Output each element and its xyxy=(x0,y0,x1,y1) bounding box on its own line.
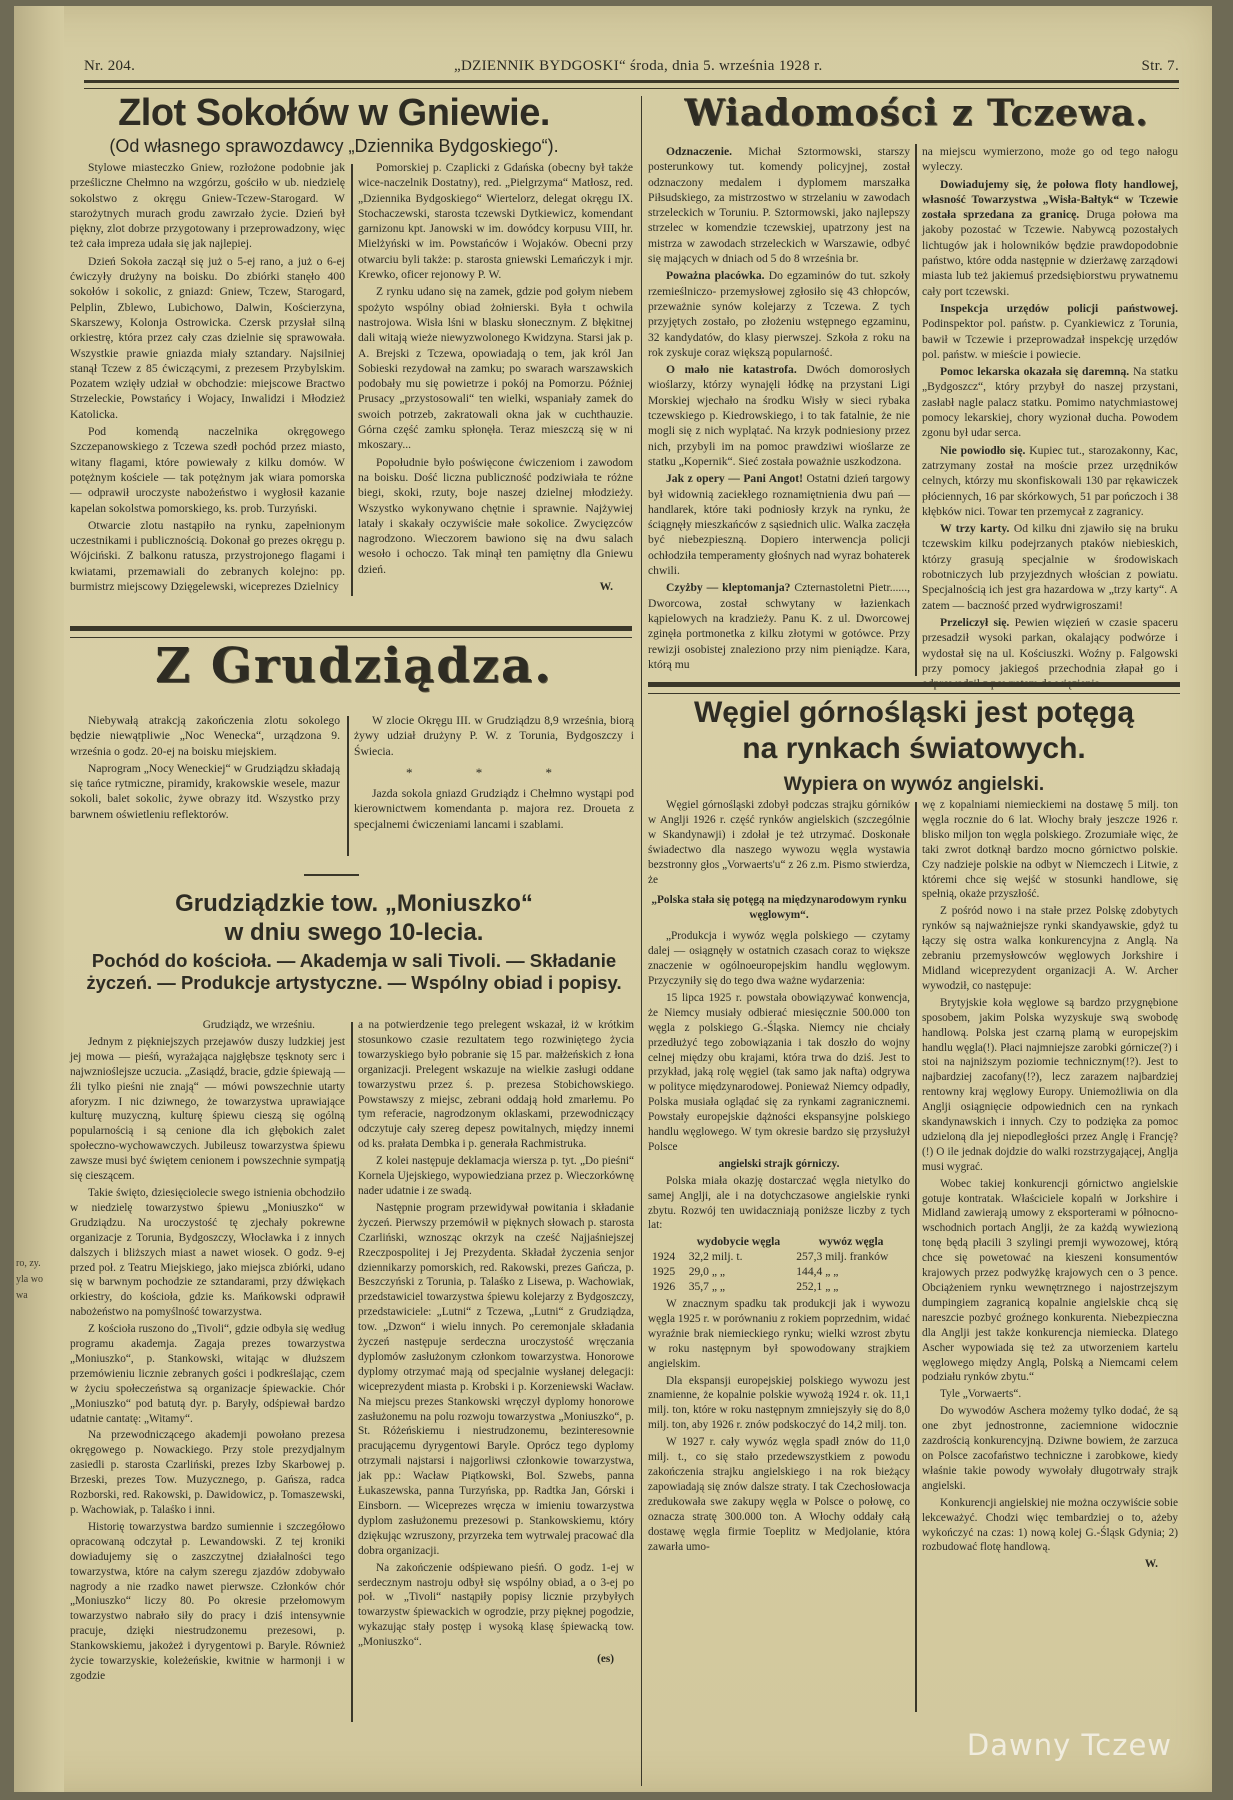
column-divider xyxy=(915,802,917,1712)
table-header xyxy=(648,1235,685,1250)
news-lead: Dowiadujemy się, że połowa floty handlowej, własność Towarzystwa „Wisła-Bałtyk“ w Tczewie została sprzedana za granicę. xyxy=(922,177,1178,222)
news-lead: Czyżby — kleptomanja? xyxy=(666,581,791,595)
coal-subhead: Wypiera on wywóz angielski. xyxy=(783,774,1045,795)
grudziadz-column-1 xyxy=(70,713,340,822)
paragraph: W znacznym spadku tak produkcji jak i wywozu węgla 1925 r. w porównaniu z rokiem poprzednim, widać wyraźnie brak niemieckiego rynku; wielki wzrost zbytu w roku następnym był spowodowany strajkiem angielskim. xyxy=(648,1298,910,1370)
paragraph: Z rynku udano się na zamek, gdzie pod gołym niebem spożyto wspólny obiad żołnierski. Była t ochwila nastrojowa. Wisła lśni w blasku słonecznym. Z błękitnej dali witają wieże niewyzwolonego Kwidzyna. Starsi jak p. A. Brejski z Tczewa, opowiadają o tem, jak król Jan Sobieski rezydował na zamku; po swarach warszawskich podobały mu się powietrze i pokój na Pomorzu. Później Prusacy „przystosowali“ ten wielki, wspaniały zamek do swoich potrzeb, zakratowali okna jak w cuchthauzie. Górna część zamku spłonęła. Teraz mieszczą się w ni mkoszary... xyxy=(358,285,633,452)
news-item xyxy=(922,521,1178,613)
table-cell: 1924 xyxy=(652,1250,676,1264)
coal-statistics-table xyxy=(648,1235,910,1295)
news-text: Do egzaminów do tut. szkoły rzemieślniczo- przemysłowej zgłosiło się 43 chłopców, przeważnie synów kolejarzy z Tczewa. Z tych przyjętych zostało, po złożeniu wstępnego egzaminu, 32 kandydatów, do klasy pierwszej. Szkoła z roku na rok zyskuje coraz większą popularność. xyxy=(648,269,911,359)
paragraph: Węgiel górnośląski zdobył podczas strajku górników w Anglji 1926 r. część rynków angielskich (szczególnie w Skandynawji) i zdołał je też utrzymać. Doskonałe świadectwo dla naszego wywozu węgla wystawia bezstronny głos „Vorwaerts'u“ z 26 z.m. Pismo stwierdza, że xyxy=(648,799,910,886)
paragraph: Jazda sokola gniazd Grudziądz i Chełmno wystąpi pod kierownictwem komendanta p. majora rez. Droueta z specjalnemi ćwiczeniami lancami i szablami. xyxy=(354,787,634,831)
paragraph: wę z kopalniami niemieckiemi na dostawę 5 milj. ton węgla rocznie do 6 lat. Włochy brały jeszcze 1926 r. blisko miljon ton węgla polskiego. Zrozumiałe więc, że taki zwrot dotknął bardzo mocno górnictwo polskie. Czy nadzieje polskie na odbyt w Niemczech i Litwie, z któremi chce się wejść w stosunki handlowe, się spełnią, okaże przyszłość. xyxy=(922,799,1178,901)
page-center-divider xyxy=(641,96,642,1786)
gniew-headline: Zlot Sokołów w Gniewie. xyxy=(118,92,550,134)
news-item xyxy=(922,144,1178,175)
moniuszko-column-2 xyxy=(358,1018,634,1667)
paragraph: Pomorskiej p. Czaplicki z Gdańska (obecny był także wice-naczelnik Dostatny), red. „Pielgrzyma“ Matłosz, red. „Dziennika Bydgoskiego“ Wiertelorz, delegat okręgu IX. Stochaczewski, starosta tczewski Dytkiewicz, komendant garnizonu kpt. Janowski w im. dowódcy korpusu VIII, hr. Mielżyński w im. Powstańców i Wojaków. Obecni przy otwarciu byli także: p. starosta gniewski Lemańczyk i mjr. Krewko, oficer rejonowy P. W. xyxy=(358,161,633,282)
table-row xyxy=(648,1280,910,1295)
table-cell: 252,1 „ „ xyxy=(796,1280,839,1294)
news-item xyxy=(648,580,910,672)
news-text: Dwóch domorosłych wioślarzy, którzy wynajęli łódkę na przystani Ligi Morskiej wjechało na środku Wisły w sieci rybaka tczewskiego p. Kiedrowskiego, i to tak fatalnie, że nie mogli się z nich wyplątać. Na krzyk podniesiony przez nich, przybyli im na pomoc prawdziwi wioślarze ze statku „Kopernik“. Sieć została poważnie uszkodzona. xyxy=(648,363,910,468)
paragraph: Niebywałą atrakcją zakończenia zlotu sokolego będzie niewątpliwie „Noc Wenecka“, urządzona 9. września o godz. 20-ej na boisku miejskiem. xyxy=(70,714,340,758)
coal-headline-1: Węgiel górnośląski jest potęgą xyxy=(693,696,1135,729)
moniuszko-signature: (es) xyxy=(597,1653,614,1666)
paragraph: Brytyjskie koła węglowe są bardzo przygnębione sposobem, jakim Polska wyzyskuje swą swobodę handlową. Polska jest czarną plamą w europejskim handlu węgla(!). Płaci najmniejsze zarobki górnicze(?) i stoi na najniższym poziomie technicznym(!?). Jest to najbardziej zacofany(!?), lecz zarazem najbardziej rentowny kraj węglowy Europy. Uniemożliwia on dla Anglji osiągnięcie odpowiednich cen na rynkach skandynawskich i innych. Czy to podzięka za pomoc udzieloną dla jej niepodległości przez Anglę i Francję?(!) O ile jednak dojdzie do walki rozstrzygającej, Anglja musi wygrać. xyxy=(922,996,1178,1173)
paragraph: „Produkcja i wywóz węgla polskiego — czytamy dalej — osiągnęły w ostatnich czasach coraz to większe znaczenie w ogólnoeuropejskim handlu węglowym. Przyczyniły się do tego dwa ważne wydarzenia: xyxy=(648,930,910,987)
news-item xyxy=(648,268,910,360)
paragraph: Stylowe miasteczko Gniew, rozłożone podobnie jak prześliczne Chełmno na wzgórzu, gościło w ub. niedzielę sokolstwo z okręgu Gniew-Tczew-Starogard. W starożytnych murach grodu zawrzało życie. Dzień był piękny, zlot dobrze przygotowany i przeprowadzony, więc też cała impreza udała się jak najlepiej. xyxy=(70,161,345,251)
news-lead: Nie powiodło się. xyxy=(940,443,1026,457)
tczew-column-1 xyxy=(648,144,910,672)
moniuszko-subhead: Pochód do kościoła. — Akademja w sali Tivoli. — Składanie życzeń. — Produkcje artystyczne. — Wspólny obiad i popisy. xyxy=(86,950,622,993)
moniuszko-column-1 xyxy=(70,1018,345,1684)
moniuszko-headline-2: w dniu swego 10-lecia. xyxy=(224,919,484,946)
news-item xyxy=(922,443,1178,519)
paragraph: Polska miała okazję dostarczać węgla nietylko do samej Anglji, ale i na dotychczasowe angielskie rynki zbytu. Rozwój ten uwidaczniają poniższe liczby z tych lat: xyxy=(648,1174,910,1232)
newspaper-page xyxy=(14,6,1212,1792)
paragraph: W zlocie Okręgu III. w Grudziądzu 8,9 września, biorą żywy udział drużyny P. W. z Torunia, Bydgoszczy i Świecia. xyxy=(354,714,634,758)
paragraph: Dla ekspansji europejskiej polskiego wywozu jest znamienne, że kopalnie polskie wywożą 1924 r. ok. 11,1 milj. ton, które w roku następnym zmniejszyły się do 8,0 milj. ton, aby 1926 r. znów podskoczyć do 14,2 milj. ton. xyxy=(648,1374,910,1432)
table-row xyxy=(648,1250,910,1265)
section-rule xyxy=(648,682,1180,694)
news-lead: W trzy karty. xyxy=(940,522,1010,536)
news-text: Od kilku dni zjawiło się na bruku tczewskim kilku podejrzanych ptaków niebieskich, którzy grasują specjalnie w środowiskach robotniczych lub przyjezdnych włościan z powiatu. Specjalnością ich jest gra hazardowa w „trzy karty“. A zatem — baczność przed wydrwigroszami! xyxy=(922,522,1179,612)
page-spine xyxy=(14,6,64,1792)
news-text: Czternastoletni Pietr......, Dworcowa, został schwytany w łazienkach kąpielowych na kradzieży. Panu K. z ul. Dworcowej zginęła portmonetka z kilku złotymi w gotówce. Przy rewizji osobistej znaleziono przy nim pieniądze. Kara, którą mu xyxy=(648,581,910,671)
news-item xyxy=(922,615,1178,691)
coal-column-1 xyxy=(648,798,910,1554)
grudziadz-column-2 xyxy=(354,713,634,832)
column-divider xyxy=(351,1022,353,1722)
news-lead: Przeliczył się. xyxy=(940,615,1010,629)
news-item xyxy=(648,362,910,469)
paragraph: Z kolei następuje deklamacja wiersza p. tyt. „Do pieśni“ Kornela Ujejskiego, wypowiedziana przez p. Wieczorkównę nader udatnie i ze swadą. xyxy=(358,1155,634,1197)
moniuszko-headline-1: Grudziądzkie tow. „Moniuszko“ xyxy=(175,890,533,917)
paragraph: Na przewodniczącego akademji powołano prezesa okręgowego p. Nowackiego. Przy stole prezydjalnym zasiedli p. starosta Czarliński, prezes Izby Skarbowej p. Brzeski, prezes Tow. Muzycznego, p. Gańsza, radca Rozborski, red. Rakowski, p. Dawidowicz, p. Tomaszewski, p. Wachowiak, p. Talaśko i inni. xyxy=(70,1429,345,1516)
table-cell: 32,2 milj. t. xyxy=(688,1250,743,1264)
table-cell: 144,4 „ „ xyxy=(796,1265,839,1279)
news-item xyxy=(922,301,1178,362)
column-divider xyxy=(351,164,353,596)
paragraph: a na potwierdzenie tego prelegent wskazał, iż w krótkim stosunkowo czasie rezultatem tego rozwiniętego życia towarzyskiego było pobranie się 15 par. małżeńskich z łona organizacji. Prelegent wskazuje na wielkie zasługi oddane towarzystwu przez ś. p. prezesa Stobichowskiego. Powstawszy z miejsc, zebrani oddają hołd zmarłemu. Po tym referacie, nagrodzonym oklaskami, przewodniczący odczytuje cały szereg depesz powitalnych, między innemi od ks. prałata Dembka i p. generała Rachmistruka. xyxy=(358,1019,634,1151)
news-lead: Odznaczenie. xyxy=(666,145,733,158)
table-cell: 1926 xyxy=(652,1280,676,1294)
spine-text-fragment: ro, zy. yla wo wa xyxy=(16,1258,43,1301)
paragraph: Pod komendą naczelnika okręgowego Szczepanowskiego z Tczewa szedł pochód przez miasto, witany flagami, które powiewały z kilku domów. W potężnym kościele — tak potężnym jak wiara pomorska — odprawił uroczyste nabożeństwo i wygłosił kazanie kapelan sokolstwa pomorskiego, ks. prob. Turzyński. xyxy=(70,425,345,515)
masthead-title: „DZIENNIK BYDGOSKI“ środa, dnia 5. września 1928 r. xyxy=(454,58,823,74)
news-text: na miejscu wymierzono, może go od tego nałogu wyleczy. xyxy=(922,145,1178,174)
news-lead: Pomoc lekarska okazała się daremną. xyxy=(940,365,1130,379)
news-item xyxy=(922,364,1178,440)
table-cell: 29,0 „ „ xyxy=(688,1265,726,1279)
news-lead: Poważna placówka. xyxy=(666,269,765,283)
masthead-rule xyxy=(84,80,1179,89)
grudziadz-headline: Z Grudziądza. xyxy=(155,638,553,694)
column-divider xyxy=(347,716,349,856)
news-text: Druga połowa ma jakoby pozostać w Tczewie. Nabywcą pozostałych lichtugów jak i holowników będzie prawdopodobnie państwo, które odda następnie w dzierżawę zarządowi miasta lub też jakiemuś przedsiębiorstwu prywatnemu cały port tczewski. xyxy=(922,208,1178,298)
news-item xyxy=(648,471,910,578)
paragraph: Wobec takiej konkurencji górnictwo angielskie gotuje kontratak. Właściciele kopalń w Jorkshire i Midland zawierają umowy z eksporterami w północno-wschodnich portach Anglji, że za każdą wywiezioną tonę będą płacili 3 szylingi premji wywozowej, którą chce się powetować na kieszeni konsumentów krajowych przez podwyżkę krajowych cen o 3 pence. Obciążeniem rynku wewnętrznego i najostrzejszym dumpingiem zagranicą kopalnie angielskie chcą się nareszcie pozbyć groźnego konkurenta. Niebezpieczna dla Anglji jest także konkurencja niemiecka. Dlatego Ascher wypowiada się też za utworzeniem kartelu węglowego między Anglą, Polską a Niemcami celem podziału rynków zbytu.“ xyxy=(922,1177,1178,1384)
news-lead: O mało nie katastrofa. xyxy=(666,363,797,377)
news-lead: Jak z opery — Pani Angot! xyxy=(666,472,803,486)
coal-column-2 xyxy=(922,798,1178,1572)
news-text: Na statku „Bydgoszcz“, który przybył do naszej przystani, zasłabł nagle palacz statku. Pomimo natychmiastowej pomocy lekarskiej, chory wyzionał ducha. Powodem zgonu był udar serca. xyxy=(922,365,1178,440)
news-lead: Inspekcja urzędów policji państwowej. xyxy=(940,301,1178,315)
paragraph: Na zakończenie odśpiewano pieśń. O godz. 1-ej w serdecznym nastroju odbył się wspólny obiad, a o 3-ej po poł. w „Tivoli“ nastąpiły popisy licznie przybyłych towarzystw śpiewackich w ogrodzie, przy pięknej pogodzie, wykazując stały postęp i wysoką klasę śpiewacką tow. „Moniuszko“. xyxy=(358,1561,634,1649)
quote-heading: „Polska stała się potęgą na międzynarodowym rynku węglowym“. xyxy=(651,894,907,922)
table-cell: 257,3 milj. franków xyxy=(796,1250,889,1264)
news-text: Kupiec tut., starozakonny, Kac, zatrzymany został na moście przez urzędników celnych, którzy mu skonfiskowali 130 par rękawiczek płóciennych, 16 par skórkowych, 51 par pończoch i 38 kłębków nici. Towar ten przemycał z zagranicy. xyxy=(922,443,1178,518)
tczew-headline: Wiadomości z Tczewa. xyxy=(684,92,1149,134)
news-item xyxy=(648,144,910,266)
news-text: Michał Sztormowski, starszy posterunkowy tut. komendy policyjnej, został odznaczony medalem i dyplomem marszałka Piłsudskiego, za mistrzostwo w strzelaniu w zawodach strzeleckich w Toruniu. P. Sztormowski, jako najlepszy strzelec w komendzie tczewskiej, upatrzony jest na mistrza w zawodach strzeleckich w Warszawie, odbyć się mających w dniach od 5 do 8 września br. xyxy=(648,145,910,266)
table-cell: 35,7 „ „ xyxy=(688,1280,726,1294)
table-header-row xyxy=(648,1235,910,1250)
column-divider xyxy=(915,144,917,676)
news-text: Ostatni dzień targowy był widownią zaciekłego roznamiętnienia dwu pań — handlarek, które taki podniosły krzyk na rynku, że ściągnęły mieszkańców z sąsiednich ulic. Walka zaczęła być niebezpieszną. Dopiero interwencja policji ochłodziła temperamenty głośnych nad wyraz bohaterek chwili. xyxy=(648,472,911,578)
gniew-signature: W. xyxy=(599,580,613,594)
paragraph: Jednym z piękniejszych przejawów duszy ludzkiej jest jej mowa — pieśń, wyrażająca najgłębsze tęsknoty serc i najwznioślejsze uczucia. „Zasiądź, bracie, gdzie śpiewają — źli tylko pieśni nie znają“ — mówi powszechnie utarty aforyzm. I nic dziwnego, że towarzystwa uprawiające kulturę muzyczną, kulturę śpiewu cieszą się ogólną popularnością i są cenione dla ich głębokich zalet społeczno-wychowawczych. Jubileusz towarzystwa śpiewu zawsze musi być świętem cenionem i powszechnie sympatją się cieszącem. xyxy=(70,1035,345,1183)
paragraph: Z kościoła ruszono do „Tivoli“, gdzie odbyła się według programu akademja. Zagaja prezes towarzystwa „Moniuszko“, p. Stankowski, witając w dłuższem przemówieniu licznie zebranych gości i podkreślając, czem w życiu społeczeństwa są organizacje śpiewackie. Chór „Moniuszko“ pod batutą dyr. p. Baryły, odśpiewał bardzo udatnie cantatę: „Witamy“. xyxy=(70,1323,345,1425)
paragraph: 15 lipca 1925 r. powstała obowiązywać konwencja, że Niemcy musiały odbierać miesięcznie 500.000 ton węgla z polskiego G.-Śląska. Niemcy nie chciały przedłużyć tego zobowiązania i tak doszło do wojny celnej między obu krajami, która trwa do dziś. Jest to przykład, jaką rolę węgiel (tak samo jak nafta) odgrywa w polityce międzynarodowej. Ponieważ Niemcy odpadły, Polska musiała oglądać się za rynkami zagranicznemi. Powstały europejskie dążności ekspansyjne polskiego handlu węglowego. W tym okresie bardzo się przysłużył Polsce xyxy=(648,991,910,1153)
short-separator xyxy=(304,874,359,876)
strike-heading: angielski strajk górniczy. xyxy=(718,1157,840,1170)
news-text: Pewien więzień w czasie spaceru przesadził wysoki parkan, okalający podwórze i wydostał się na ul. Kościuszki. Woźny p. Falgowski przy pomocy jakiegoś przechodnia złapał go i odprowadził z powrotem do więzienia. xyxy=(922,615,1178,691)
paragraph: Z pośród nowo i na stałe przez Polskę zdobytych rynków są najważniejsze rynki skandyawskie, gdyż tu łączy się ostra walka konkurencyjna z Anglą. Na zebraniu przemysłowców węglowych Jorkshire i Midland wiceprezydent organizacji A. W. Archer wywodził, co następuje: xyxy=(922,905,1178,992)
paragraph: Popołudnie było poświęcone ćwiczeniom i zawodom na boisku. Dość liczna publiczność podziwiała te różne biegi, skoki, rzuty, boje naszej dzielnej młodzieży. Wszystko wykonywano chętnie i sprawnie. Najżywiej latały i skakały oczywiście małe sokolice. Zwycięzców nagrodzono. Wieczorem bawiono się na dwu salach wesoło i ochoczo. Tak minął ten pamiętny dla Gniewu dzień. xyxy=(358,455,633,576)
paragraph: Dzień Sokoła zaczął się już o 5-ej rano, a już o 6-ej ćwiczyły drużyny na boisku. Do zbiórki stanęło 400 sokołów i sokolic, z gniazd: Gniew, Tczew, Starogard, Pelplin, Zblewo, Lubichowo, Dalwin, Kościerzyna, Skarszewy, Kolonja Ostrowicka. Czersk przysłał silną orkiestrę, która przez cały czas dzielnie się sprawowała. Wszystkie prawie gniazda miały sztandary. Najsilniej stanął Tczew z 85 ćwiczącymi, z prezesem Przybylskim. Pozatem wzięły udział w obchodzie: miejscowe Bractwo Strzeleckie, Powstańcy i Wojacy, Inwalidzi i Młodzież Katolicka. xyxy=(70,254,345,421)
dateline: Grudziądz, we wrześniu. xyxy=(202,1019,315,1031)
paragraph: Konkurencji angielskiej nie można oczywiście sobie lekceważyć. Chodzi więc tembardziej o to, ażeby wykończyć na czas: 1) nową kolej G.-Śląsk Gdynia; 2) rozbudować flotę handlową. xyxy=(922,1496,1178,1554)
table-row xyxy=(648,1265,910,1280)
news-item xyxy=(922,177,1178,299)
paragraph: Następnie program przewidywał powitania i składanie życzeń. Pierwszy przemówił w pięknych słowach p. starosta Czarliński, wznosząc okrzyk na cześć Najjaśniejszej Rzeczpospolitej i Jej Prezydenta. Składał życzenia senjor dziennikarzy pomorskich, red. Rakowski, prezes Gańcza, p. Beszczyński z Torunia, p. Talaśko z Lisewa, p. Wachowiak, przedstawiciel towarzystwa śpiewu kolejarzy z Bydgoszczy, przedstawiciele: „Lutni“ z Tczewa, „Lutni“ z Grudziądza, tow. „Dzwon“ i wielu innych. Po ceremonjale składania życzeń następuje serdeczna uroczystość wręczania dyplomów zasłużonym członkom towarzystwa. Honorowe dyplomy otrzymać mają od specjalnie wysłanej delegacji: wiceprezydent miasta p. Krobski i p. Korzeniewski Wacław. Na miejscu prezes Stankowski wręczył dyplomy honorowe zasłużonemu na polu rozwoju towarzystwa „Moniuszko“, p. St. Różeńskiemu i niestrudzonemu, bezinteresownie pracującemu dyrygentowi Baryle. Oprócz tego dyplomy otrzymali najstarsi i najgorliwsi członkowie towarzystwa, jak pp.: Wacław Piątkowski, Bol. Szwebs, panna Łukaszewska, panna Turzyńska, pp. Radtka Jan, Górski i Einsborn. — Wiceprezes wręcza w imieniu towarzystwa dyplom zasłużonemu prezesowi p. Stankowskiemu, który dziękując wzruszony, przyrzeka tem wytrwalej pracować dla dobra organizacji. xyxy=(358,1201,634,1557)
tczew-column-2 xyxy=(922,144,1178,691)
coal-headline-2: na rynkach światowych. xyxy=(742,732,1086,765)
news-text: Podinspektor pol. państw. p. Cyankiewicz z Torunia, bawił w Tczewie i przeprowadzał inspekcję urzędów pol. państw. w mieście i powiecie. xyxy=(922,317,1178,361)
watermark: Dawny Tczew xyxy=(966,1728,1172,1762)
paragraph: Naprogram „Nocy Weneckiej“ w Grudziądzu składają się tańce rytmiczne, piramidy, krakowskie wesele, mazur sokoli, balet sokolic, żywe obrazy itd. Wszystko przy barwnem oświetleniu reflektorów. xyxy=(70,761,340,821)
paragraph: Historię towarzystwa bardzo sumiennie i szczegółowo opracowaną odczytał p. Lewandowski. Z tej kroniki dowiadujemy się o zaszczytnej działalności tego towarzystwa, które na całym szeregu zjazdów zdobywało nagrody a nie rzadko nawet pierwsze. Członków chór „Moniuszko“ liczy 80. Po okresie przełomowym towarzystwo nabrało siły do pracy i dziś intensywnie pracuje, dzięki niestrudzonemu prezesowi, p. Stankowskiemu, jakożeż i dyrygentowi p. Baryle. Również życie towarzyskie, koleżeńskie, kwitnie w harmonji i w zgodzie xyxy=(70,1520,345,1682)
paragraph: Do wywodów Aschera możemy tylko dodać, że są one zbyt jednostronne, zaciemnione widocznie zazdrością konkurencyjną. Dziwne bowiem, że zarzuca on Polsce zacofaństwo techniczne i zarobkowe, kiedy właśnie takie powody wywołały długotrwały strajk angielski. xyxy=(922,1405,1178,1492)
separator-stars: * * * xyxy=(406,764,582,780)
masthead xyxy=(84,58,1179,78)
issue-number: Nr. 204. xyxy=(84,58,136,74)
gniew-column-1 xyxy=(70,160,345,594)
paragraph: Otwarcie zlotu nastąpiło na rynku, zapełnionym uczestnikami i publicznością. Dokonał go prezes okręgu p. Wójciński. Z balkonu ratusza, przystrojonego flagami i kwiatami, przemawiali do zebranych kolejno: pp. burmistrz miejscowy Dzięgelewski, wiceprezes Dzielnicy xyxy=(70,518,345,594)
section-rule xyxy=(70,626,632,638)
table-header: wywóz węgla xyxy=(818,1235,884,1249)
paragraph: W 1927 r. cały wywóz węgla spadł znów do 11,0 milj. t., co się stało przedewszystkiem z powodu zakończenia strajku angielskiego i na rok bieżący zapowiadają się znów dalsze straty. I tak Czechosłowacja zredukowała swe zakupy węgla w Polsce o połowę, co oznacza stratę 300.000 ton. A Włochy oddały całą dostawę węgla firmie Toeplitz w Medjolanie, która zawarła umo- xyxy=(648,1436,910,1553)
paragraph: Tyle „Vorwaerts“. xyxy=(940,1388,1022,1401)
coal-signature: W. xyxy=(1144,1558,1158,1571)
gniew-subhead: (Od własnego sprawozdawcy „Dziennika Bydgoskiego“). xyxy=(109,136,559,156)
paragraph: Takie święto, dziesięciolecie swego istnienia obchodziło w niedzielę towarzystwo śpiewu „Moniuszko“ w Grudziądzu. Na uroczystość tę zjechały pokrewne organizacje z Torunia, Bydgoszczy, Włocławka i z innych dalszych i bliższych miast a nawet wiosek. O godz. 9-ej przed poł. z Teatru Miejskiego, jako miejsca zbiórki, udano się w barwnym pochodzie ze sztandarami, przy dźwiękach orkiestry, do kościoła, gdzie ks. Mańkowski odprawił nabożeństwo na pomyślność towarzystwa. xyxy=(70,1186,345,1319)
page-number: Str. 7. xyxy=(1141,58,1179,74)
table-cell: 1925 xyxy=(652,1265,676,1279)
table-header: wydobycie węgla xyxy=(696,1235,781,1249)
gniew-column-2 xyxy=(358,160,633,594)
